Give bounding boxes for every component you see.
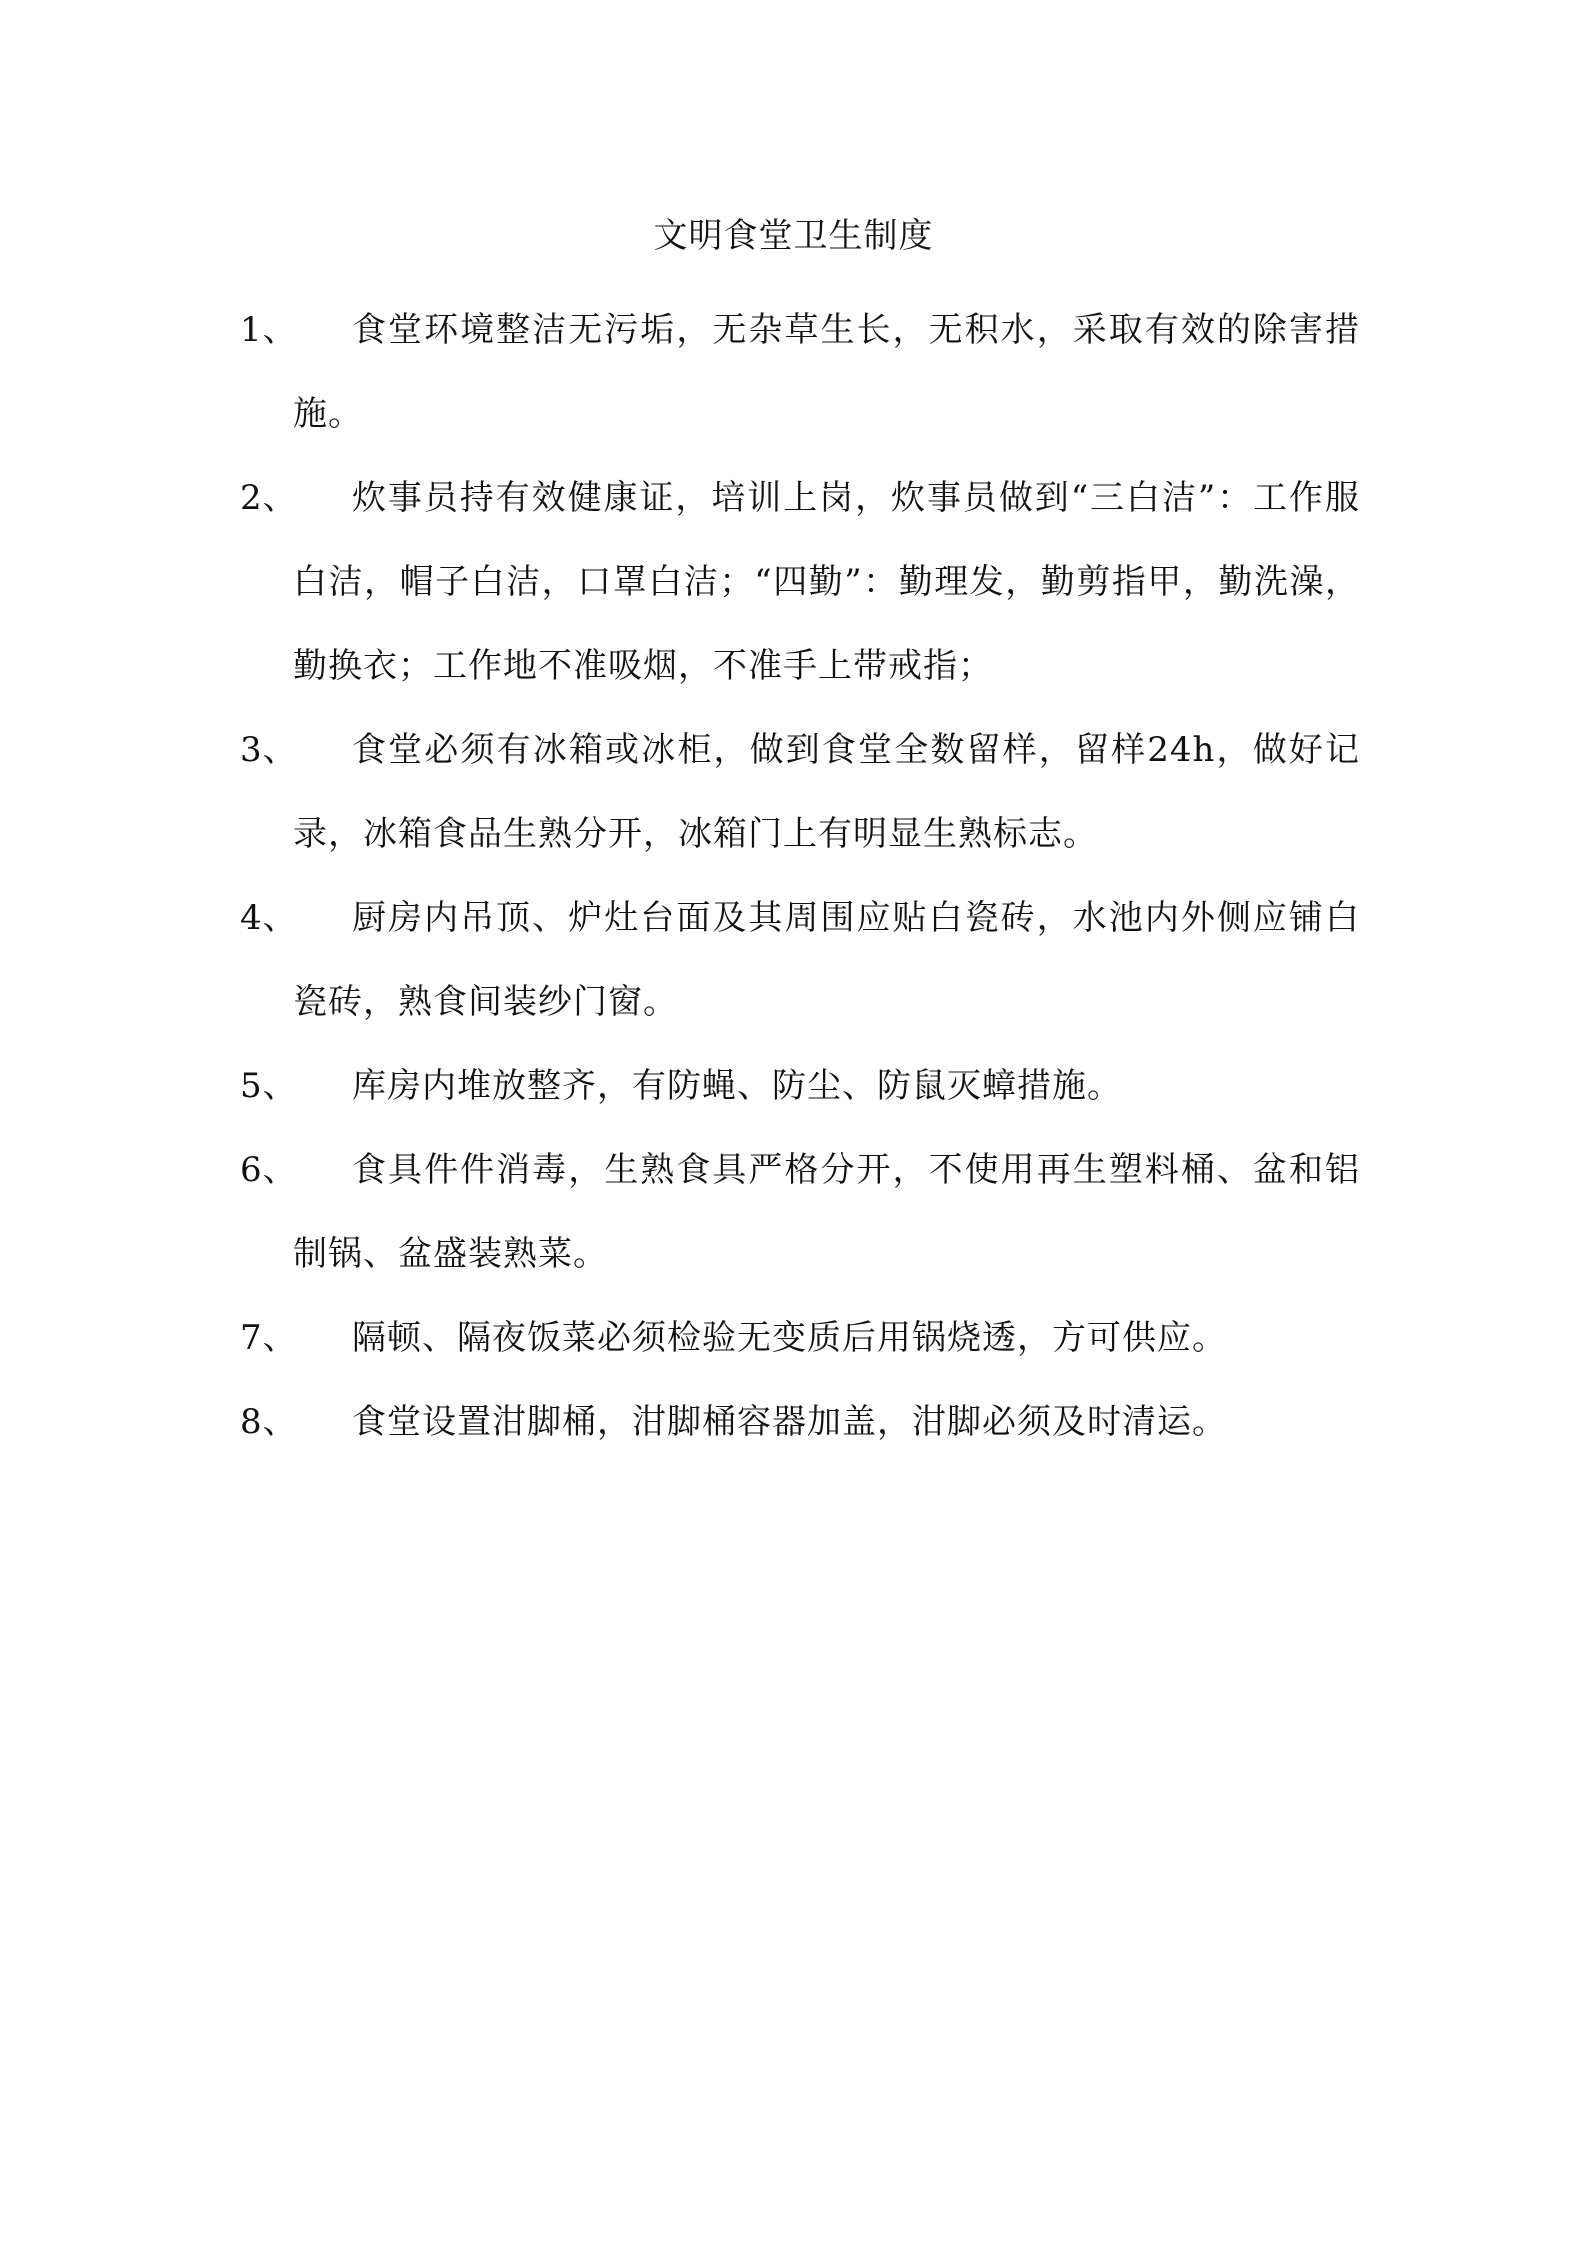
rule-number: 6、 xyxy=(240,1150,298,1190)
rule-text: 食堂环境整洁无污垢，无杂草生长，无积水，采取有效的除害措施。 xyxy=(293,310,1360,434)
rule-text: 隔顿、隔夜饭菜必须检验无变质后用锅烧透，方可供应。 xyxy=(352,1318,1227,1358)
rule-item-5 xyxy=(240,1044,1360,1128)
rule-item-2 xyxy=(240,456,1360,708)
rule-item-6 xyxy=(240,1128,1360,1296)
rules-list xyxy=(240,288,1360,1464)
rule-item-8 xyxy=(240,1380,1360,1464)
rule-number: 5、 xyxy=(240,1066,298,1106)
rule-item-4 xyxy=(240,876,1360,1044)
rule-item-3 xyxy=(240,708,1360,876)
rule-text: 厨房内吊顶、炉灶台面及其周围应贴白瓷砖，水池内外侧应铺白瓷砖，熟食间装纱门窗。 xyxy=(293,898,1360,1022)
rule-number: 3、 xyxy=(240,730,298,770)
document-title: 文明食堂卫生制度 xyxy=(653,216,934,256)
rule-text: 炊事员持有效健康证，培训上岗，炊事员做到“三白洁”：工作服白洁，帽子白洁，口罩白洁；“四勤”：勤理发，勤剪指甲，勤洗澡，勤换衣；工作地不准吸烟，不准手上带戒指； xyxy=(293,478,1360,686)
rule-text: 库房内堆放整齐，有防蝇、防尘、防鼠灭蟑措施。 xyxy=(352,1066,1122,1106)
rule-number: 2、 xyxy=(240,478,298,518)
rule-number: 8、 xyxy=(240,1402,298,1442)
rule-text: 食堂必须有冰箱或冰柜，做到食堂全数留样，留样24h，做好记录，冰箱食品生熟分开，冰箱门上有明显生熟标志。 xyxy=(293,730,1360,854)
rule-item-1 xyxy=(240,288,1360,456)
rule-item-7 xyxy=(240,1296,1360,1380)
rule-number: 4、 xyxy=(240,898,298,938)
rule-text: 食具件件消毒，生熟食具严格分开，不使用再生塑料桶、盆和铝制锅、盆盛装熟菜。 xyxy=(293,1150,1360,1274)
rule-number: 1、 xyxy=(240,310,298,350)
rule-text: 食堂设置泔脚桶，泔脚桶容器加盖，泔脚必须及时清运。 xyxy=(352,1402,1227,1442)
rule-number: 7、 xyxy=(240,1318,298,1358)
